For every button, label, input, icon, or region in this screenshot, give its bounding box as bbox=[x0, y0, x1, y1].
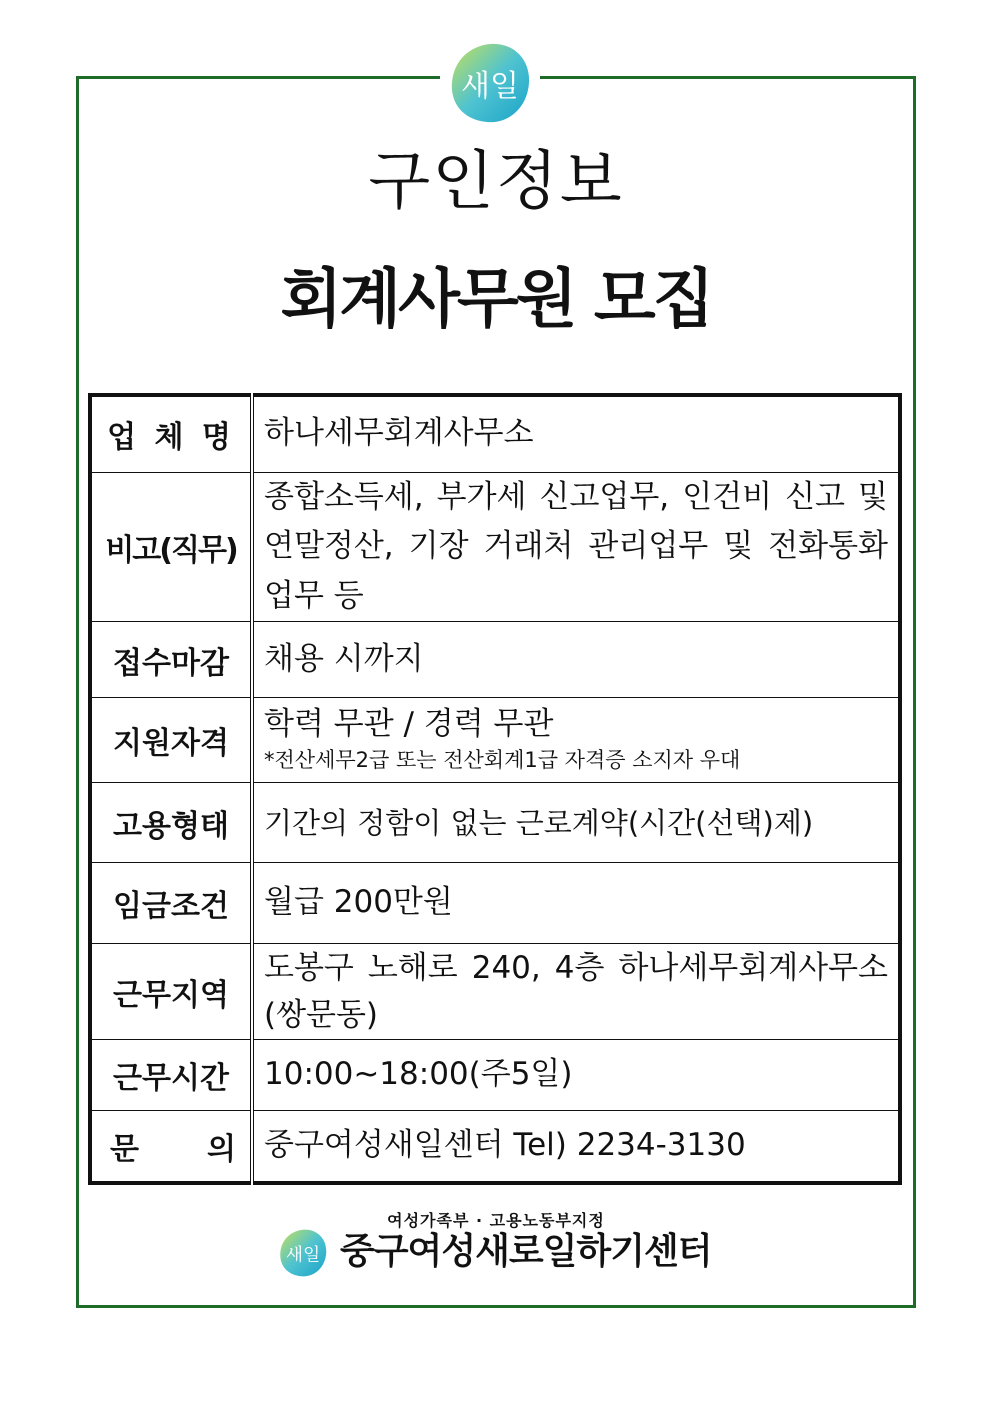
table-row bbox=[90, 944, 900, 1040]
footer-org-name: 중구여성새로일하기센터 bbox=[340, 1231, 712, 1272]
row-label-text: 접수마감 bbox=[113, 645, 229, 681]
row-label-text: 근무시간 bbox=[113, 1061, 229, 1097]
saeil-logo-text: 새일 bbox=[461, 69, 519, 104]
row-value-duty: 종합소득세, 부가세 신고업무, 인건비 신고 및 연말정산, 기장 거래처 관리업무 및 전화통화 업무 등 bbox=[252, 472, 900, 622]
row-value-location: 도봉구 노해로 240, 4층 하나세무회계사무소(쌍문동) bbox=[252, 944, 900, 1040]
row-label-company bbox=[90, 395, 252, 472]
table-row bbox=[90, 395, 900, 472]
saeil-logo-text: 새일 bbox=[285, 1244, 321, 1266]
row-label-end: 의 bbox=[207, 1132, 236, 1168]
row-label-duty bbox=[90, 472, 252, 622]
row-value-hours: 10:00~18:00(주5일) bbox=[252, 1040, 900, 1111]
row-value-wage: 월급 200만원 bbox=[252, 863, 900, 944]
saeil-logo-icon bbox=[273, 1225, 333, 1281]
job-info-table bbox=[88, 393, 902, 1185]
row-label-hours bbox=[90, 1040, 252, 1111]
row-label-deadline bbox=[90, 622, 252, 698]
row-label-text: 지원자격 bbox=[113, 726, 229, 762]
row-value-employment-type: 기간의 정함이 없는 근로계약(시간(선택)제) bbox=[252, 783, 900, 863]
qualification-note: *전산세무2급 또는 전산회계1급 자격증 소지자 우대 bbox=[264, 747, 741, 772]
row-value-inquiry: 중구여성새일센터 Tel) 2234-3130 bbox=[252, 1111, 900, 1183]
row-label-text: 비고(직무) bbox=[105, 532, 237, 568]
row-label-qualification bbox=[90, 698, 252, 783]
row-label-inquiry bbox=[90, 1111, 252, 1183]
table-row bbox=[90, 863, 900, 944]
page-subtitle: 회계사무원 모집 bbox=[280, 263, 712, 337]
saeil-logo bbox=[440, 36, 540, 130]
table-row bbox=[90, 1040, 900, 1111]
row-label-wage bbox=[90, 863, 252, 944]
row-label-text: 업 체 명 bbox=[107, 420, 235, 456]
page-title: 구인정보 bbox=[368, 145, 624, 219]
saeil-logo-icon bbox=[440, 36, 540, 130]
row-value-deadline: 채용 시까지 bbox=[252, 622, 900, 698]
table-row bbox=[90, 783, 900, 863]
row-value-company: 하나세무회계사무소 bbox=[252, 395, 900, 472]
row-label-spread bbox=[92, 1124, 250, 1168]
row-label-location bbox=[90, 944, 252, 1040]
footer-designation: 여성가족부 · 고용노동부지정 bbox=[387, 1211, 605, 1230]
row-label-employment-type bbox=[90, 783, 252, 863]
footer-logo bbox=[273, 1225, 333, 1281]
row-value-qualification bbox=[252, 698, 900, 783]
row-label-text: 임금조건 bbox=[113, 889, 229, 925]
qualification-text: 학력 무관 / 경력 무관 bbox=[264, 706, 554, 743]
row-label-start: 문 bbox=[110, 1132, 139, 1168]
table-row bbox=[90, 1111, 900, 1183]
table-row bbox=[90, 622, 900, 698]
row-label-text: 근무지역 bbox=[113, 977, 229, 1013]
table-row bbox=[90, 472, 900, 622]
table-row bbox=[90, 698, 900, 783]
row-label-text: 고용형태 bbox=[113, 808, 229, 844]
